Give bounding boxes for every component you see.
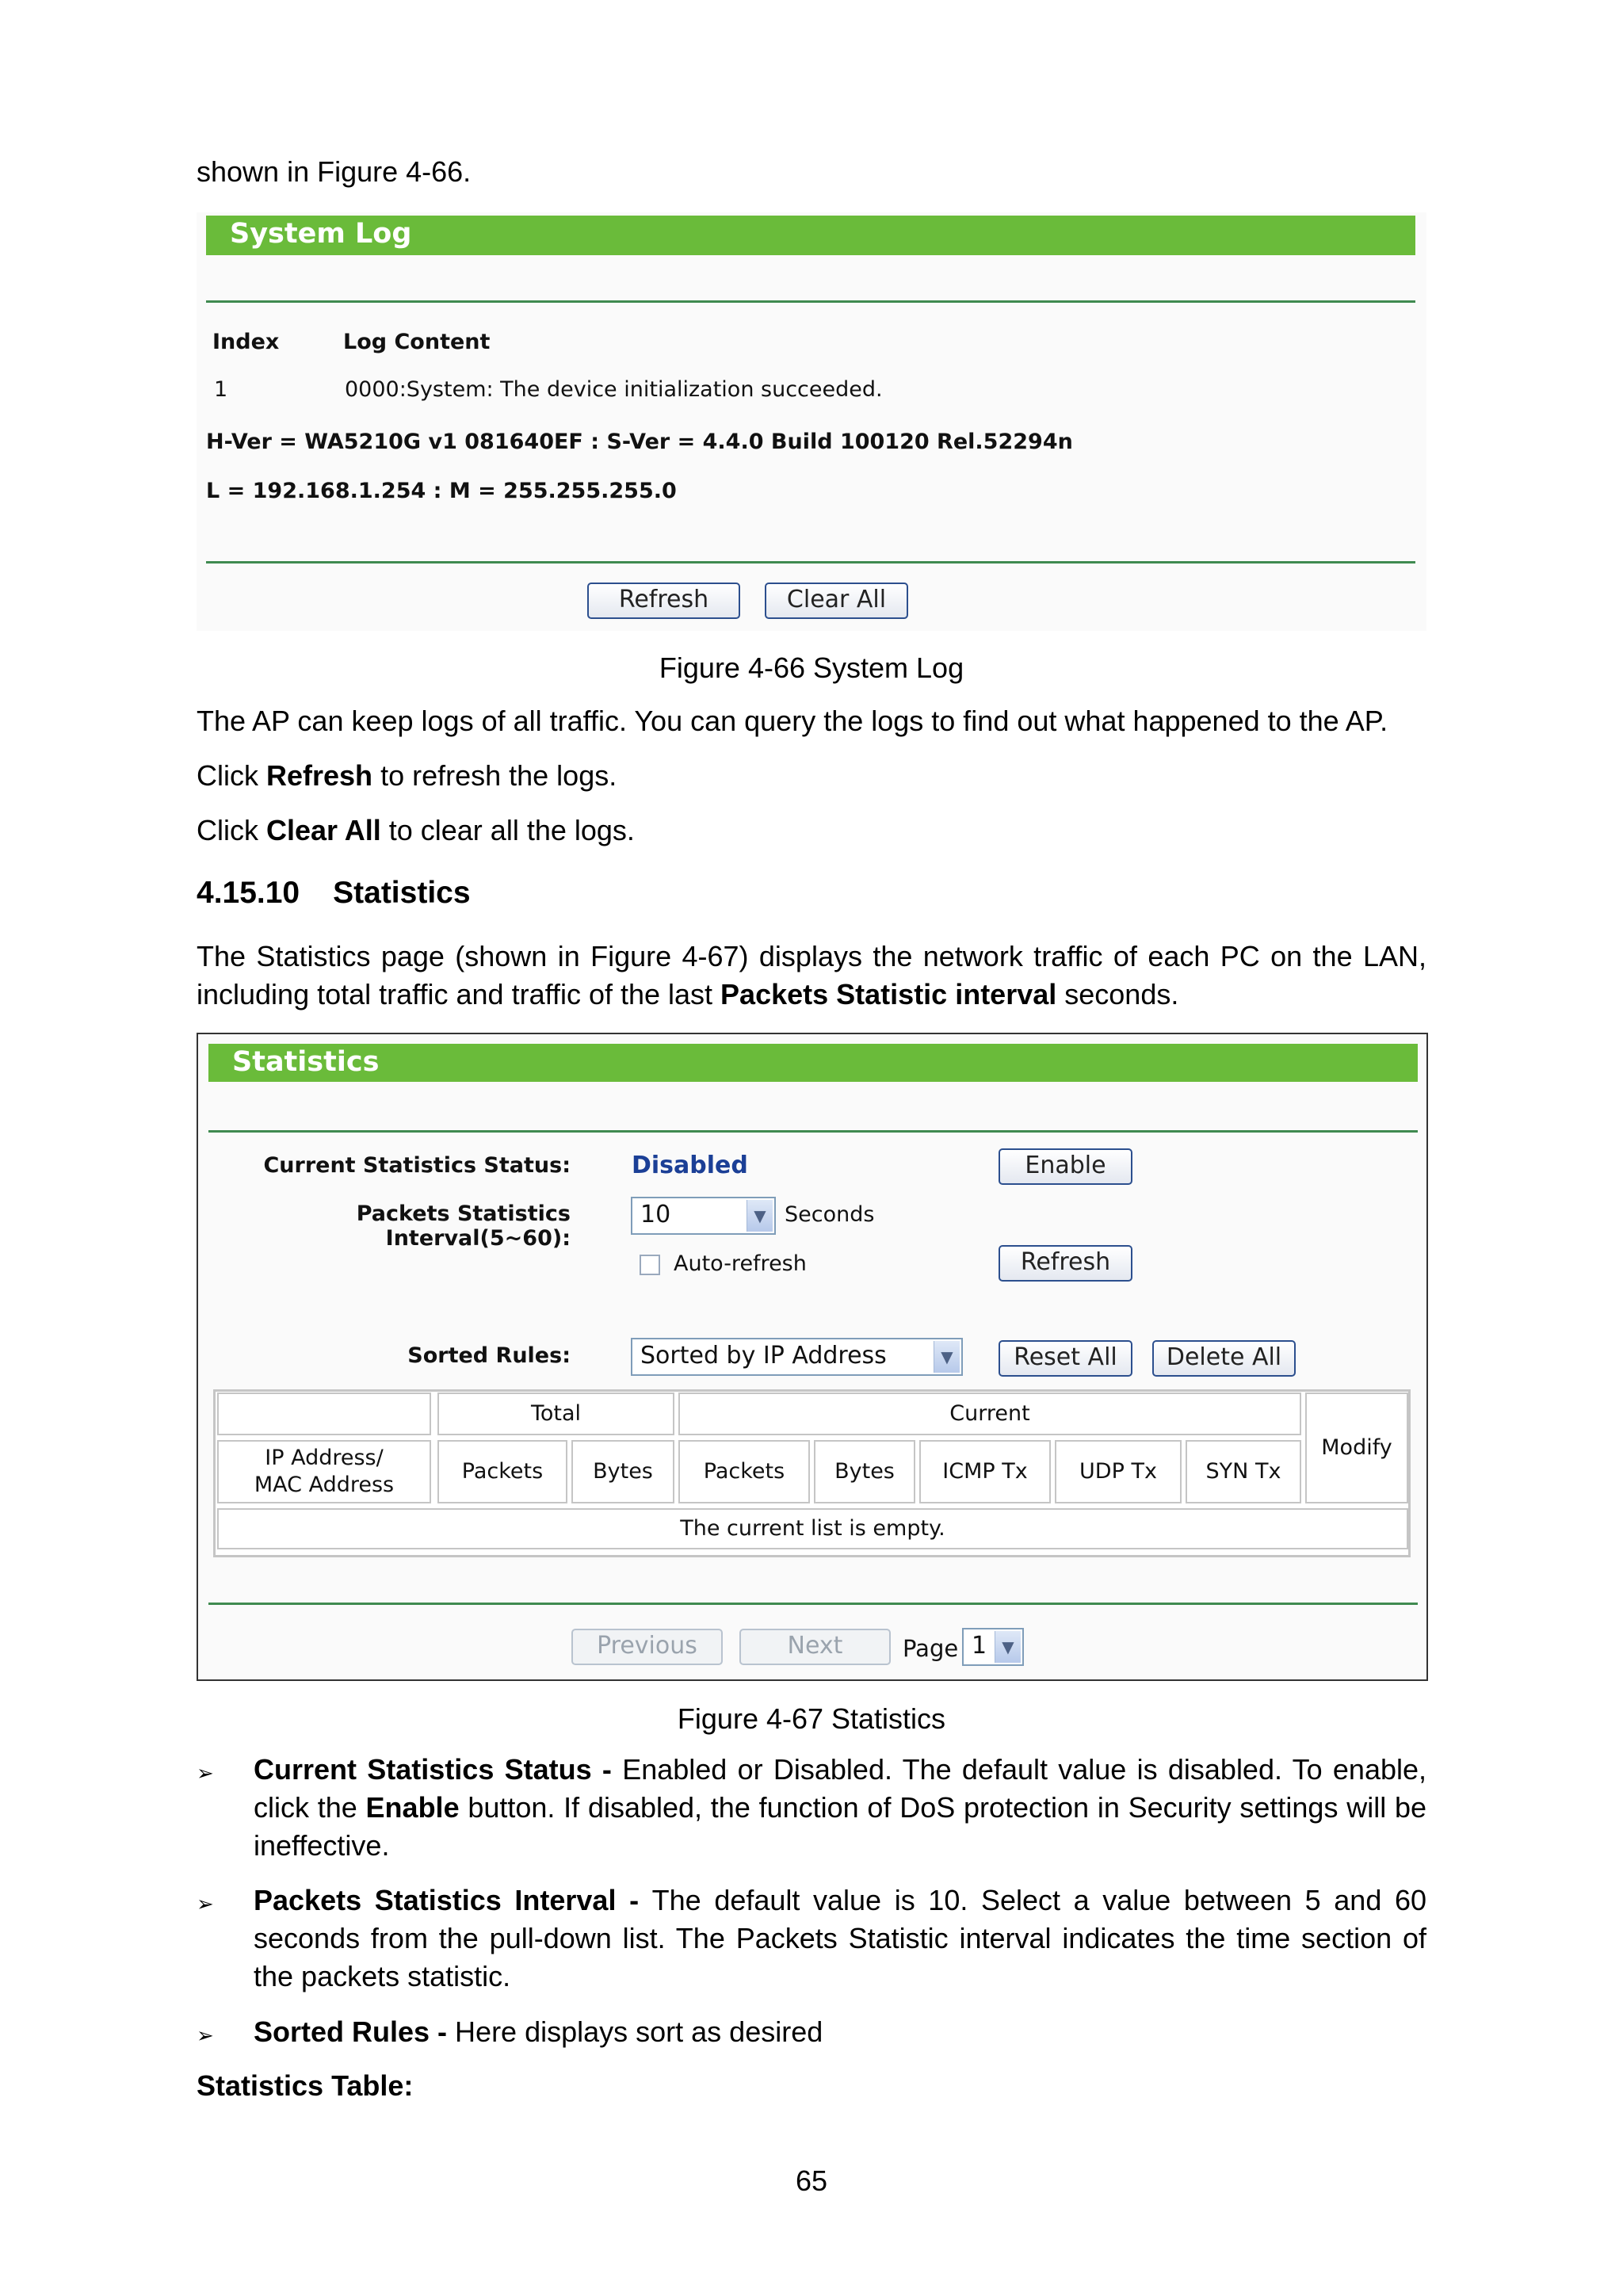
- seconds-label: Seconds: [785, 1202, 875, 1227]
- ip-mask-line: L = 192.168.1.254 : M = 255.255.255.0: [206, 479, 677, 503]
- header-current-packets: Packets: [678, 1440, 810, 1503]
- header-modify: Modify: [1305, 1392, 1408, 1503]
- header-ip-mac: IP Address/ MAC Address: [217, 1440, 431, 1503]
- bullet-arrow-icon: ➢: [197, 2023, 214, 2047]
- divider-line: [208, 1130, 1418, 1133]
- divider-line: [206, 561, 1415, 563]
- paragraph-ap-logs: The AP can keep logs of all traffic. You can query the logs to find out what happened to the AP.: [197, 705, 1388, 737]
- table-empty-message: The current list is empty.: [217, 1508, 1408, 1549]
- page-number: 65: [795, 2164, 828, 2197]
- header-total-packets: Packets: [437, 1440, 567, 1503]
- chevron-down-icon: ▼: [747, 1200, 773, 1232]
- refresh-button[interactable]: Refresh: [587, 583, 740, 619]
- interval-value: 10: [640, 1201, 671, 1228]
- figure-caption: Figure 4-67 Statistics: [677, 1702, 946, 1735]
- page-select[interactable]: [962, 1628, 1024, 1666]
- click-refresh-line: Click Refresh to refresh the logs.: [197, 759, 617, 792]
- intro-text: shown in Figure 4-66.: [197, 155, 472, 188]
- interval-label: Packets Statistics Interval(5~60):: [356, 1201, 571, 1251]
- system-log-panel: [197, 212, 1426, 631]
- clear-all-button[interactable]: Clear All: [765, 583, 908, 619]
- bullet-arrow-icon: ➢: [197, 1761, 214, 1785]
- statistics-table-heading: Statistics Table:: [197, 2069, 414, 2102]
- auto-refresh-checkbox[interactable]: [640, 1255, 660, 1275]
- page-label: Page: [903, 1635, 959, 1662]
- log-row-content: 0000:System: The device initialization succeeded.: [345, 377, 883, 402]
- next-button[interactable]: Next: [739, 1629, 891, 1665]
- figure-caption: Figure 4-66 System Log: [659, 651, 964, 684]
- table-header-blank: [217, 1392, 431, 1435]
- header-current-bytes: Bytes: [814, 1440, 915, 1503]
- bullet-sorted-rules: Sorted Rules - Here displays sort as desired: [254, 2015, 823, 2048]
- bullet-packets-statistics-interval: Packets Statistics Interval - The default value is 10. Select a value between 5 and 60 seconds from the pull-down list. The Packets Statistic interval indicates the time section of the packets statistic.: [254, 1884, 1426, 1992]
- header-syn-tx: SYN Tx: [1186, 1440, 1301, 1503]
- header-total-bytes: Bytes: [571, 1440, 674, 1503]
- hardware-version-line: H-Ver = WA5210G v1 081640EF : S-Ver = 4.4.0 Build 100120 Rel.52294n: [206, 430, 1073, 454]
- status-value: Disabled: [632, 1152, 748, 1179]
- chevron-down-icon: ▼: [995, 1631, 1021, 1663]
- log-row-index: 1: [214, 377, 228, 402]
- click-clear-line: Click Clear All to clear all the logs.: [197, 814, 635, 846]
- auto-refresh-label: Auto-refresh: [674, 1251, 807, 1276]
- section-heading: [197, 873, 471, 913]
- section-title: Statistics: [333, 876, 471, 910]
- refresh-button[interactable]: Refresh: [999, 1245, 1132, 1282]
- reset-all-button[interactable]: Reset All: [999, 1340, 1132, 1377]
- header-icmp-tx: ICMP Tx: [919, 1440, 1051, 1503]
- status-label: Current Statistics Status:: [263, 1153, 571, 1178]
- interval-select[interactable]: [631, 1197, 776, 1235]
- header-udp-tx: UDP Tx: [1055, 1440, 1182, 1503]
- bullet-current-statistics-status: Current Statistics Status - Enabled or Disabled. The default value is disabled. To enable, click the Enable button. If disabled, the function of DoS protection in Security settings will be ineffective.: [254, 1753, 1427, 1862]
- section-number: 4.15.10: [197, 876, 300, 910]
- sorted-rules-select[interactable]: [631, 1338, 963, 1376]
- sorted-rules-value: Sorted by IP Address: [640, 1342, 887, 1370]
- enable-button[interactable]: Enable: [999, 1148, 1132, 1185]
- statistics-intro-paragraph: The Statistics page (shown in Figure 4-67) displays the network traffic of each PC on the LAN, including total traffic and traffic of the last Packets Statistic interval seconds.: [197, 940, 1426, 1010]
- chevron-down-icon: ▼: [934, 1341, 960, 1373]
- bullet-arrow-icon: ➢: [197, 1892, 214, 1916]
- page-value: 1: [972, 1632, 987, 1660]
- col-log-content-header: Log Content: [343, 330, 491, 354]
- statistics-title: Statistics: [208, 1044, 1418, 1082]
- delete-all-button[interactable]: Delete All: [1152, 1340, 1296, 1377]
- system-log-title: System Log: [206, 216, 1415, 255]
- divider-line: [208, 1603, 1418, 1605]
- header-current: Current: [678, 1392, 1301, 1435]
- divider-line: [206, 300, 1415, 303]
- header-total: Total: [437, 1392, 674, 1435]
- sorted-rules-label: Sorted Rules:: [407, 1343, 571, 1368]
- col-index-header: Index: [212, 330, 280, 354]
- statistics-panel: [197, 1033, 1428, 1681]
- previous-button[interactable]: Previous: [571, 1629, 723, 1665]
